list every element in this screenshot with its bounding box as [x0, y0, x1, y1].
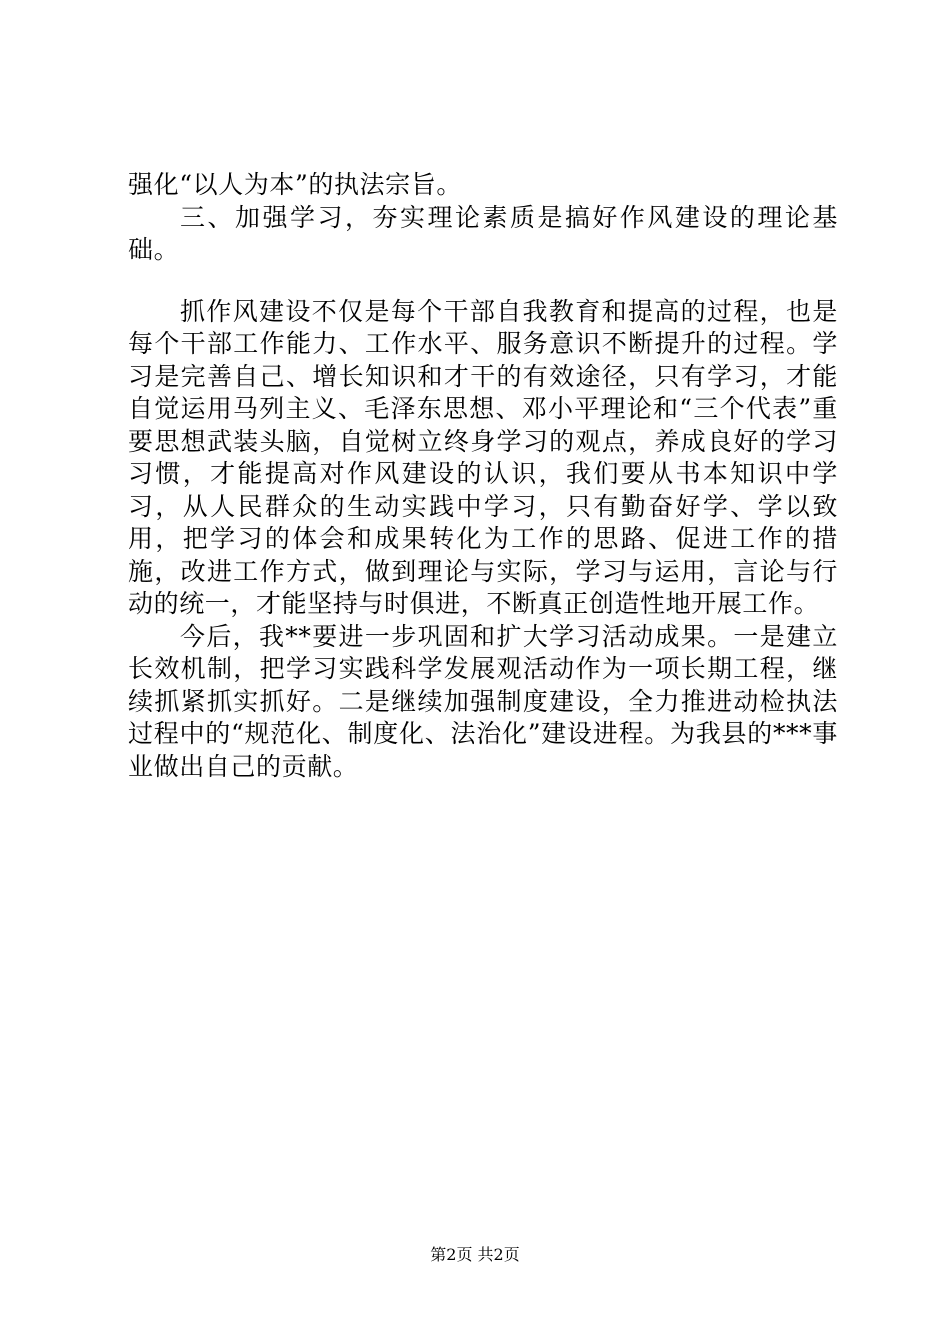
paragraph-study: 抓作风建设不仅是每个干部自我教育和提高的过程，也是每个干部工作能力、工作水平、服务意识不断提升的过程。学习是完善自己、增长知识和才干的有效途径，只有学习，才能自觉运用马列主义、毛泽东思想、邓小平理论和“三个代表”重要思想武装头脑，自觉树立终身学习的观点，养成良好的学习习惯，才能提高对作风建设的认识，我们要从书本知识中学习，从人民群众的生动实践中学习，只有勤奋好学、学以致用，把学习的体会和成果转化为工作的思路、促进工作的措施，改进工作方式，做到理论与实际，学习与运用，言论与行动的统一，才能坚持与时俱进，不断真正创造性地开展工作。	[128, 296, 838, 618]
paragraph-continuation: 强化“以人为本”的执法宗旨。	[128, 170, 462, 199]
section-heading: 三、加强学习，夯实理论素质是搞好作风建设的理论基础。	[128, 202, 838, 264]
paragraph-future: 今后，我**要进一步巩固和扩大学习活动成果。一是建立长效机制，把学习实践科学发展观活动作为一项长期工程，继续抓紧抓实抓好。二是继续加强制度建设，全力推进动检执法过程中的“规范化、制度化、法治化”建设进程。为我县的***事业做出自己的贡献。	[128, 621, 838, 781]
page-number-footer: 第2页 共2页	[430, 1245, 520, 1264]
document-body	[128, 169, 838, 783]
